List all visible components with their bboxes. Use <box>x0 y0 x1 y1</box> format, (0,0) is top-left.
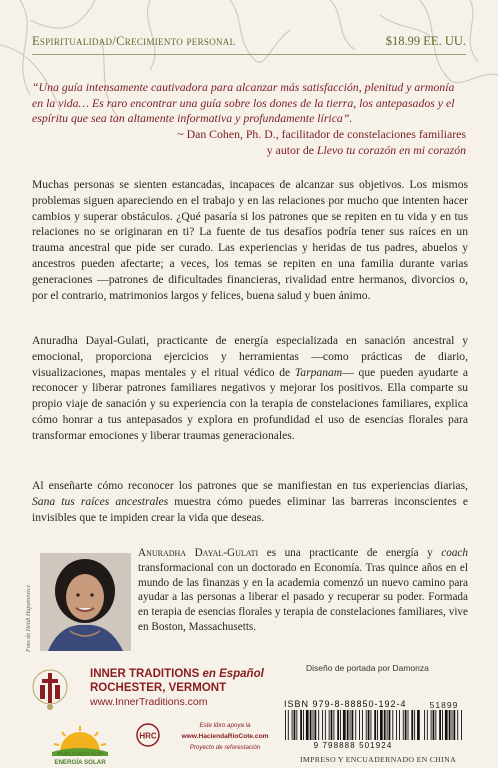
barcode-bar <box>294 710 296 740</box>
barcode-bar <box>340 710 341 740</box>
p3-part-b: muestra cómo puedes eliminar las barreras inconscientes e invisibles que te impiden crear la vida que deseas. <box>32 494 468 524</box>
isbn-label: ISBN 979-8-88850-192-4 <box>284 699 407 709</box>
p2-part-b: — que pueden ayudarte a reconocer y liberar patrones familiares negativos y mejorar los positivos. Ella comparte su propio viaje de sanación y su experiencia con la terapia de constelaciones familiares, explica cómo honrar a tus antepasados y explora en profundidad el uso de esencias florales para transformar emociones y liberar traumas generacionales. <box>32 365 468 442</box>
barcode-bar <box>399 710 400 740</box>
attribution-book-title: Llevo tu corazón en mi corazón <box>316 142 466 157</box>
barcode-bar <box>439 710 441 740</box>
barcode-bar <box>445 710 448 740</box>
barcode-bar <box>337 710 339 740</box>
barcode-bar <box>452 710 453 740</box>
price-addon-barcode <box>423 710 465 740</box>
barcode-bar <box>292 710 293 740</box>
publisher-city: ROCHESTER, VERMONT <box>90 682 227 694</box>
barcode-bar <box>380 710 383 740</box>
barcode-bar <box>366 710 367 740</box>
publisher-website: www.InnerTraditions.com <box>90 696 208 708</box>
barcode-bar <box>431 710 432 740</box>
attribution-line-1: ~ Dan Cohen, Ph. D., facilitador de constelaciones familiares <box>177 127 466 141</box>
barcode-bar <box>449 710 451 740</box>
barcode-bar <box>314 710 316 740</box>
barcode-bar <box>417 710 420 740</box>
barcode-bar <box>347 710 349 740</box>
barcode-bar <box>285 710 286 740</box>
reforest-line-3: Proyecto de reforestación <box>189 744 261 751</box>
bio-part-a: es una practicante de energía y <box>258 547 442 559</box>
solar-label-line-2: ENERGÍA SOLAR <box>54 759 106 766</box>
barcode-bar <box>368 710 370 740</box>
cover-design-credit: Diseño de portada por Damonza <box>306 663 429 673</box>
isbn-barcode <box>284 710 422 740</box>
barcode-bar <box>377 710 378 740</box>
barcode-bar <box>355 710 356 740</box>
barcode-bar <box>303 710 304 740</box>
barcode-bar <box>306 710 309 740</box>
barcode-bar <box>331 710 333 740</box>
barcode-bar <box>310 710 312 740</box>
photo-credit <box>22 556 34 652</box>
publisher-name-main: INNER TRADITIONS <box>90 668 203 680</box>
bio-part-b: transformacional con un doctorado en Economía. Tras quince años en el mundo de las finanzas y en la academia comenzó un nuevo camino para ayudar a las personas a liberar el pasado y recuperar su poder. Formada en terapia de esencias florales y terapia de constelaciones familiares, vive en Boston, Massachusetts. <box>138 561 468 633</box>
barcode-bar <box>453 710 455 740</box>
header-divider <box>32 54 466 55</box>
barcode-bar <box>362 710 363 740</box>
barcode-bar <box>427 710 428 740</box>
reforest-website: www.HaciendaRioCote.com <box>181 733 269 740</box>
solar-label-line-1: PUBLICADO CON <box>57 752 103 758</box>
author-name: Anuradha Dayal-Gulati <box>138 547 259 559</box>
barcode-bar <box>333 710 334 740</box>
barcode-bar <box>325 710 326 740</box>
photo-credit-text: Foto de Heidi Hapanowicz <box>25 585 32 652</box>
endorsement-attribution <box>26 127 466 158</box>
p2-part-a: Anuradha Dayal-Gulati, practicante de energía especializada en sanación ancestral y emocional, proporciona ejercicios y herramientas —como prácticas de diario, visualizaciones, mapas mentales y el ritual védico de <box>32 334 468 379</box>
barcode-bar <box>414 710 415 740</box>
barcode-bar <box>288 710 289 740</box>
p3-part-a: Al enseñarte cómo reconocer los patrones que se manifiestan en tus experiencias diarias, <box>32 479 468 492</box>
barcode-bar <box>442 710 443 740</box>
barcode-bar <box>389 710 391 740</box>
printed-in-label: IMPRESO Y ENCUADERNADO EN CHINA <box>300 755 456 764</box>
barcode-bar <box>352 710 354 740</box>
attribution-line-2 <box>26 143 466 159</box>
barcode-bar <box>435 710 436 740</box>
price-label: $18.99 EE. UU. <box>385 34 466 48</box>
reforest-line-1: Este libro apoya la <box>199 722 251 729</box>
barcode-bar <box>371 710 372 740</box>
category-label: Espiritualidad/Crecimiento personal <box>32 34 236 48</box>
author-bio <box>138 546 468 635</box>
description-paragraph-1: Muchas personas se sienten estancadas, incapaces de alcanzar sus objetivos. Los mismos problemas siguen apareciendo en el trabajo y en las relaciones por mucho que intenten hacer cambios y superar obstáculos. ¿Qué pasaría si los patrones que se repiten en tu vida y en tus relaciones no se originaran en ti? La fuente de tus desafíos podría tener sus raíces en un trauma ancestral que pide ser curado. Las experiencias y heridas de tus padres, abuelos y ancestros pueden afectarte; a veces, los temas se repiten en una familia durante varias generaciones —patrones de dificultades financieras, rivalidad entre hermanos, divorcios o, por el contrario, matrimonios largos y felices, buena salud y buen ánimo. <box>32 178 468 302</box>
hacienda-rio-cote-logo-icon <box>133 722 163 748</box>
barcode-bar <box>329 710 330 740</box>
barcode-bar <box>387 710 388 740</box>
barcode-bar <box>296 710 297 740</box>
barcode-bar <box>374 710 376 740</box>
barcode-bar <box>461 710 462 740</box>
publisher-name <box>90 668 264 680</box>
barcode-bar <box>392 710 393 740</box>
barcode-bar <box>396 710 397 740</box>
price-addon-number: 51899 <box>429 700 459 710</box>
attribution-prefix: y autor de <box>266 142 317 157</box>
barcode-bar <box>343 710 346 740</box>
barcode-number: 9 798888 501924 <box>313 741 393 750</box>
barcode-bar <box>318 710 319 740</box>
endorsement-quote: “Una guía intensamente cautivadora para alcanzar más satisfacción, plenitud y armonía en la vida… Es raro encontrar una guía sobre los dones de la tierra, los antepasados y el espíritu que sea tan altamente informativa y profundamente lírica”. <box>32 80 455 126</box>
barcode-bar <box>300 710 302 740</box>
barcode-bar <box>359 710 360 740</box>
barcode-bar <box>322 710 323 740</box>
barcode-bar <box>411 710 413 740</box>
barcode-bar <box>403 710 404 740</box>
barcode-bar <box>408 710 409 740</box>
barcode-bar <box>457 710 458 740</box>
p2-italic: Tarpanam <box>294 365 343 379</box>
p3-book-title: Sana tus raíces ancestrales <box>32 494 169 508</box>
author-photo <box>40 553 131 651</box>
barcode-bar <box>433 710 435 740</box>
barcode-bar <box>313 710 314 740</box>
description-paragraph-3 <box>32 478 468 525</box>
barcode-bar <box>424 710 425 740</box>
barcode-bar <box>384 710 386 740</box>
description-paragraph-2 <box>32 333 468 444</box>
publisher-name-italic: en Español <box>202 668 264 680</box>
bio-italic: coach <box>441 547 468 559</box>
inner-traditions-logo-icon <box>30 665 70 715</box>
barcode-bar <box>350 710 351 740</box>
hrc-logo-text: HRC <box>139 731 157 741</box>
barcode-bar <box>405 710 407 740</box>
